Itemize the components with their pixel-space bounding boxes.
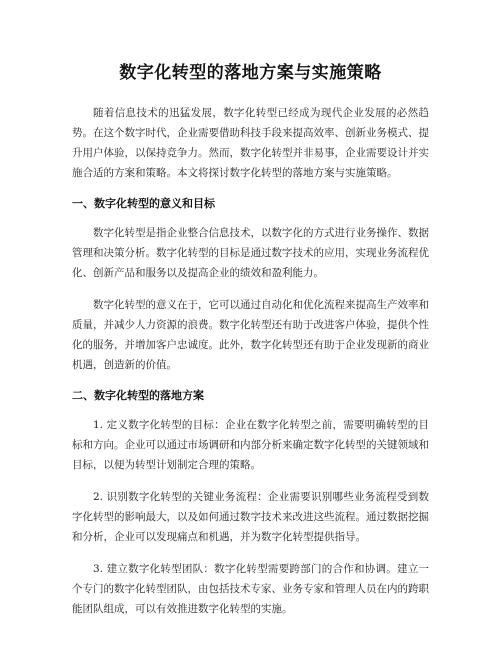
intro-paragraph: 随着信息技术的迅猛发展，数字化转型已经成为现代企业发展的必然趋势。在这个数字时代，企业需要借助科技手段来提高效率、创新业务模式、提升用户体验，以保持竞争力。然而，数字化转型并非易事，企业需要设计并实施合适的方案和策略。本文将探讨数字化转型的落地方案与实施策略。 (72, 107, 429, 179)
section-1-paragraph-1: 数字化转型是指企业整合信息技术，以数字化的方式进行业务操作、数据管理和决策分析。数字化转型的目标是通过数字技术的应用，实现业务流程优化、创新产品和服务以及提高企业的绩效和盈利能力。 (72, 227, 429, 279)
section-1-paragraph-2: 数字化转型的意义在于，它可以通过自动化和优化流程来提高生产效率和质量，并减少人力资源的浪费。数字化转型还有助于改进客户体验，提供个性化的服务，并增加客户忠诚度。此外，数字化转型还有助于企业发现新的商业机遇，创造新的价值。 (72, 299, 429, 371)
document-title: 数字化转型的落地方案与实施策略 (119, 63, 382, 83)
section-1-heading: 一、数字化转型的意义和目标 (72, 197, 215, 210)
section-2-heading: 二、数字化转型的落地方案 (72, 389, 204, 402)
section-2-item-2: 2. 识别数字化转型的关键业务流程：企业需要识别哪些业务流程受到数字化转型的影响最大，以及如何通过数字技术来改进这些流程。通过数据挖掘和分析，企业可以发现痛点和机遇，并为数字化转型提供指导。 (72, 491, 429, 543)
section-2-item-3: 3. 建立数字化转型团队：数字化转型需要跨部门的合作和协调。建立一个专门的数字化转型团队，由包括技术专家、业务专家和管理人员在内的跨职能团队组成，可以有效推进数字化转型的实施。 (72, 563, 429, 615)
section-2-item-1: 1. 定义数字化转型的目标：企业在数字化转型之前，需要明确转型的目标和方向。企业可以通过市场调研和内部分析来确定数字化转型的关键领域和目标，以便为转型计划制定合理的策略。 (72, 419, 429, 471)
